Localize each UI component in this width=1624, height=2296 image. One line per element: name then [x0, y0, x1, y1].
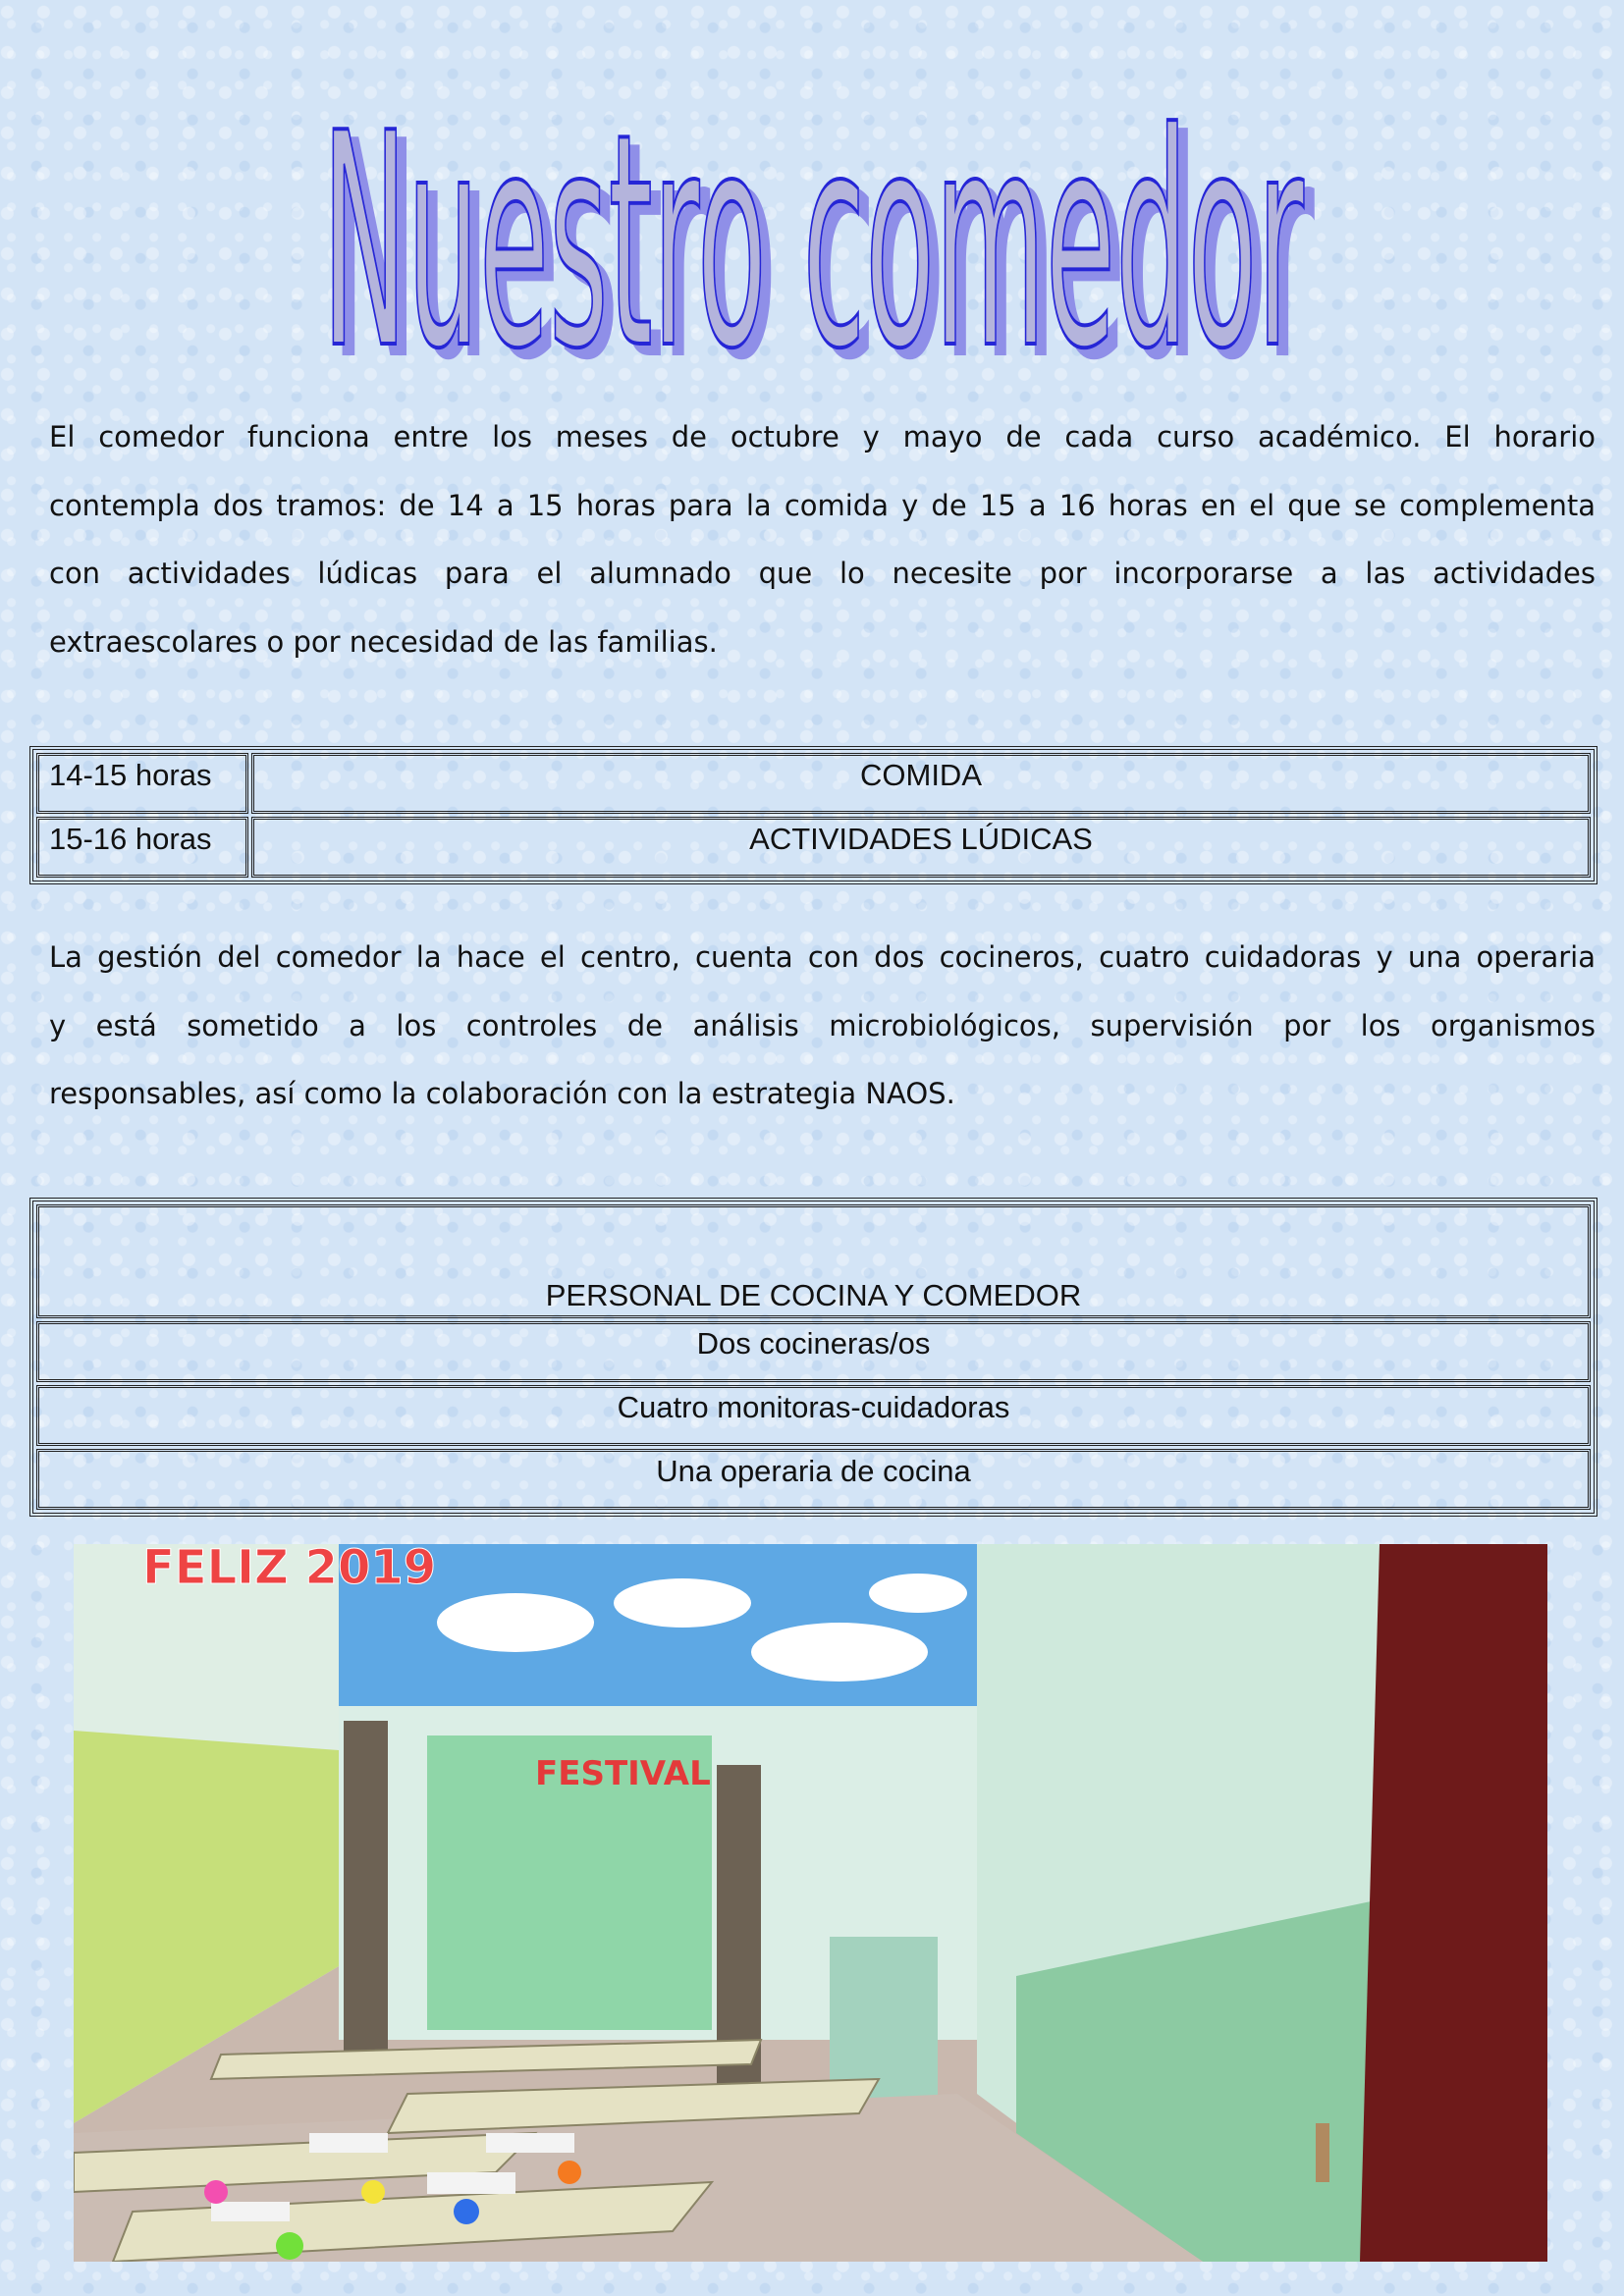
text-line: y está sometido a los controles de análisis microbiológicos, supervisión por los organismos: [49, 1008, 1596, 1042]
staff-header: PERSONAL DE COCINA Y COMEDOR: [36, 1204, 1591, 1318]
text-line: responsables, así como la colaboración con la estrategia NAOS.: [49, 1077, 955, 1110]
intro-paragraph: [49, 417, 1596, 690]
text-line: extraescolares o por necesidad de las familias.: [49, 624, 718, 659]
title-text: Nuestro comedor: [322, 108, 1306, 383]
activity-cell: COMIDA: [251, 753, 1591, 814]
table-header-row: [36, 1204, 1591, 1318]
table-row: [36, 753, 1591, 814]
table-row: [36, 817, 1591, 878]
text-line: La gestión del comedor la hace el centro, cuenta con dos cocineros, cuatro cuidadoras y una operaria: [49, 940, 1596, 974]
activity-cell: ACTIVIDADES LÚDICAS: [251, 817, 1591, 878]
staff-cell: Dos cocineras/os: [36, 1321, 1591, 1382]
text-line: con actividades lúdicas para el alumnado que lo necesite por incorporarse a las actividades: [49, 557, 1596, 590]
text-line: contempla dos tramos: de 14 a 15 horas para la comida y de 15 a 16 horas en el que se complementa: [49, 488, 1596, 522]
staff-cell: Una operaria de cocina: [36, 1449, 1591, 1510]
door-handle: [1316, 2123, 1329, 2182]
dining-hall-photo: [74, 1544, 1547, 2262]
page-title: [314, 108, 1335, 383]
schedule-table: [29, 746, 1597, 884]
table-row: [36, 1321, 1591, 1382]
time-cell: 15-16 horas: [36, 817, 248, 878]
mural-text: FESTIVAL: [535, 1754, 711, 1793]
management-paragraph: [49, 937, 1596, 1143]
table-row: [36, 1385, 1591, 1446]
time-cell: 14-15 horas: [36, 753, 248, 814]
table-row: [36, 1449, 1591, 1510]
staff-cell: Cuatro monitoras-cuidadoras: [36, 1385, 1591, 1446]
staff-table: [29, 1198, 1597, 1517]
banner-text: FELIZ 2019: [142, 1544, 437, 1595]
text-line: El comedor funciona entre los meses de octubre y mayo de cada curso académico. El horario: [49, 420, 1596, 454]
